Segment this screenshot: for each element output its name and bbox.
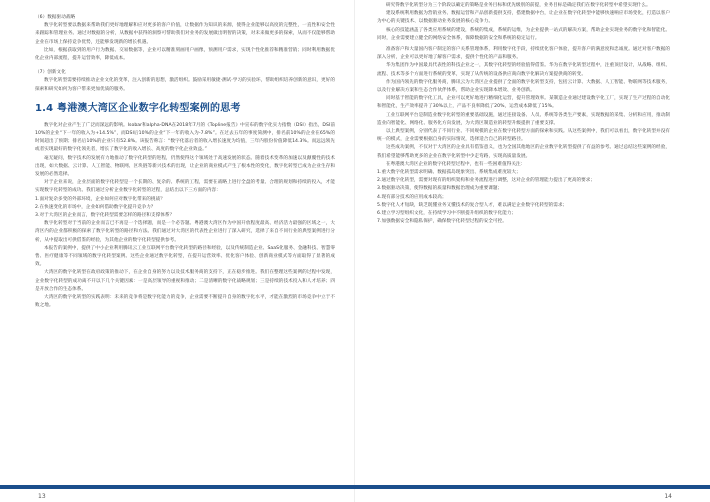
- paragraph: 工业互联网平台是制造业数字化转型的重要基础设施，通过连接设备、人员、系统等各类生产要素，实现数据的采集、分析和应用，推动制造业向智能化、网络化、服务化方向发展，为大湾区制造业的转型升级提供了重要支撑。: [377, 112, 670, 126]
- list-item: 2.通过数字化转型，需要对现有的组织架构和业务流程进行调整，这对企业的管理能力提出了更高的要求；: [377, 178, 596, 184]
- footer-band-left: [0, 485, 355, 489]
- list-item: 1.重大数字化转型需求明确、数据孤岛现象突出、系统集成难度较大；: [377, 170, 521, 176]
- page-number-left: 13: [38, 493, 46, 500]
- paragraph: 数字化对企业产生了广泛而深远的影响。Isobar和alpha-DNA在2018年7月的《Topline报告》中宣布的数字化实力指数（DSI）指出，DSI前10%的企业“下一年的收入为+14.5%”，而DSI后10%的企业“下一年的收入为-7.8%”。在过去五年的事度简测中，排名前10%的企业在65%的时间超出了预期；排名后10%的企业只有52.8%。该报告称言：“数字化落后者的收入增长速度为均值，三年内股份价值降低14.3%。而远远领先或者实现最好的数字化领先者，增长了数字化的收入增长、高度的数字化企业效益。”: [35, 122, 335, 153]
- section-heading-6: （6）数据驱动战略: [35, 15, 76, 20]
- paragraph: 在粤港澳大湾区企业的数字化转型过程中，也有一些困难值得关注：: [386, 161, 526, 167]
- list-item: 1.面对复杂多变的外部环境，企业如何应对数字化带来的挑战？: [35, 196, 165, 202]
- list-item: 2.在快速变化的市场中，企业如何借助数字化提升竞争力？: [35, 204, 156, 210]
- paragraph: 本报告的案例中，提供了中小企业利用腾讯云工业互联网平台数字化转型的路径和经验，以及传统制造企业、SaaS化服务、金融科技、智慧零售、医疗健康等不同领域的数字化转型案例。这些企业通过数字化转型，在提升运营效率、优化客户体验、创新商业模式等方面取得了显著的成效。: [35, 245, 335, 268]
- page-number-right: 14: [664, 493, 672, 500]
- challenge-list: [377, 169, 670, 226]
- paragraph: 数字化转型要以数据来帮助我们更好地理解和应对更多的客户价值，让数据作为知识的来源，使得企业能够以高度的完整性，一直性和安全性来跟踪和管理业务。通过对数据的分析，从数据中获得的洞察可帮助我们对业务的发展做出明智的决策，对未来做更多的探索，从而不仅能够帮助企业在市场上保持竞争优势，还能够发现新的增长机遇。: [35, 23, 335, 45]
- paragraph: 建设系统利用数据为营销业务、数据运营和产品创新提供支持，搭建数据中台，让企业在数字化转型中能够快速响应市场变化，打造以客户为中心的关键技术、以数据驱动业务发展的核心竞争力。: [377, 11, 670, 25]
- right-page: [355, 0, 710, 502]
- list-item: 4.现有部分技术的应用成本较高；: [377, 194, 447, 200]
- paragraph: 大湾区的数字化转型在政府政策的推动下，在企业自身的努力以及技术服务商的支持下，正在稳步推进。我们在整理这些案例的过程中发现，企业数字化转型的成功离不开以下几个关键因素：一是高层领导的重视和推动；二是清晰的数字化战略规划；三是持续的技术投入和人才培养；四是开放合作的生态体系。: [35, 270, 335, 292]
- paragraph: 毫无疑问，数字技术的发展有力地推动了数字化转型的进程，仍然使得这个领域处于高速发展的状态。随着技术变革的加速以及颠覆性的技术出现，如大数据、云计算、人工智能、物联网、区块链等新兴技术的出现，让企业的商业模式产生了根本性的变化，数字化转型已成为企业生存和发展的必然选择。: [35, 155, 335, 178]
- list-item: 5.数字化人才短缺，缺乏既懂业务又懂技术的复合型人才，难以满足企业数字化转型的需求；: [377, 202, 568, 208]
- paragraph: 大湾区的数字化转型的实践表明：未来的竞争将是数字化能力的竞争，企业需要不断提升自身的数字化水平，才能在激烈的市场竞争中立于不败之地。: [35, 295, 335, 309]
- paragraph: 华为集团作为中国最具代表性的科技企业之一，其数字化转型的经验值得借鉴。华为在数字化转型过程中，注重顶层设计，从战略、组织、流程、技术等多个方面进行系统的变革，实现了从传统的设备供应商向数字化解决方案提供商的转变。: [377, 63, 670, 77]
- paragraph: 数字化转型对于当前的企业而言已不再是一个选择题，而是一个必答题。粤港澳大湾区作为中国开放程度最高、经济活力最强的区域之一，大湾区内的企业都积极的探索了数字化转型的路径和方法。我们通过对大湾区的代表性企业进行了深入研究，选择了来自不同行业的典型案例进行分析，从中提取出可供借鉴的经验，为其他企业的数字化转型提供参考。: [35, 221, 335, 243]
- paragraph: 作为国内领先的数字化服务商，腾讯云为大湾区企业提供了全面的数字化转型支持，包括云计算、大数据、人工智能、物联网等技术服务，以及行业解决方案和生态合作伙伴体系，帮助企业实现降本增效、业务创新。: [377, 79, 670, 94]
- paragraph: 对于企业来说，企业层面的数字化转型是一个长期的、复杂的、系统的工程，需要在战略上进行全盘的考量、合理的规划和持续的投入，才能实现数字化转型的成功。我们通过分析企业数字化转型的过程，总结出以下三方面的内容：: [35, 180, 335, 194]
- section-title: 1.4 粤港澳大湾区企业数字化转型案例的思考: [35, 102, 241, 114]
- paragraph: 核心的技能涵盖了各类应用系统的建设，系统的集成，系统的运维，为企业提供一站式的解决方案，帮助企业实现业务的数字化和智能化。同时，企业需要建立健全的网络安全体系，保障数据的安全和系统的稳定运行。: [377, 27, 670, 41]
- question-list: [35, 196, 335, 221]
- paragraph: 准备客户和大量国内客户制定的客户关系管理体系，利用数字化手段，持续优化客户体验，提升客户的满意度和忠诚度。通过对客户数据的深入分析，企业可以更好地了解客户需求，提供个性化的产品和服务。: [377, 47, 670, 61]
- paragraph: 同时基于智能的数字化工具，企业可以更好地进行精细化运营，提升管理效率。某制造企业通过建设数字化工厂，实现了生产过程的自动化和智能化，生产效率提升了30%以上，产品不良率降低了20%，运营成本降低了15%。: [377, 96, 670, 110]
- paragraph: 比如，根据获取到的用户行为数据、交易数据等，企业可以精准刻画用户画像，预测用户需求，实现个性化推荐和精准营销；同时利用数据优化企业内部流程，提升运营效率，降低成本。: [35, 47, 335, 62]
- paragraph: 研究得数字化转型分为三个阶段以确定的策略是业务目标和优先级别的前提，业务目标是确定我们在数字化转型中希望实现什么。: [386, 3, 651, 8]
- section-heading-7: （7）创新文化: [35, 70, 66, 76]
- footer-band-right: [355, 485, 710, 489]
- paragraph: 这些成功案例，不仅对于大湾区的企业具有借鉴意义，也为全国其他地区的企业数字化转型提供了有益的参考。通过总结这些案例的经验，我们希望能够帮助更多的企业在数字化转型中少走弯路，实现高质量发展。: [377, 145, 670, 159]
- paragraph: 以上典型案例，分别代表了不同行业、不同规模的企业在数字化转型方面的探索和实践。从这些案例中，我们可以看出，数字化转型并没有统一的模式，企业需要根据自身的实际情况，选择适合自己的转型路径。: [377, 129, 670, 143]
- list-item: 3.数据驱动决策，使得数据的质量和数据治理成为重要课题；: [377, 186, 503, 192]
- list-item: 7.加强数据安全和隐私保护，确保数字化转型过程的安全可控。: [377, 219, 507, 225]
- paragraph: 数字化转型需要持续推动企业文化的变革，注入创新的思想，激活组织。鼓励采用敏捷·测试·学习的实验环，帮助组织培养创新的意识，更好的探索和研究如何为客户带来更加优质的服务。: [35, 78, 335, 92]
- list-item: 3.对于大湾区的企业而言，数字化转型需要怎样的路径和支撑体系？: [35, 213, 175, 219]
- list-item: 6.建立学习型组织文化，在持续学习中不断提升组织的数字化能力；: [377, 211, 517, 217]
